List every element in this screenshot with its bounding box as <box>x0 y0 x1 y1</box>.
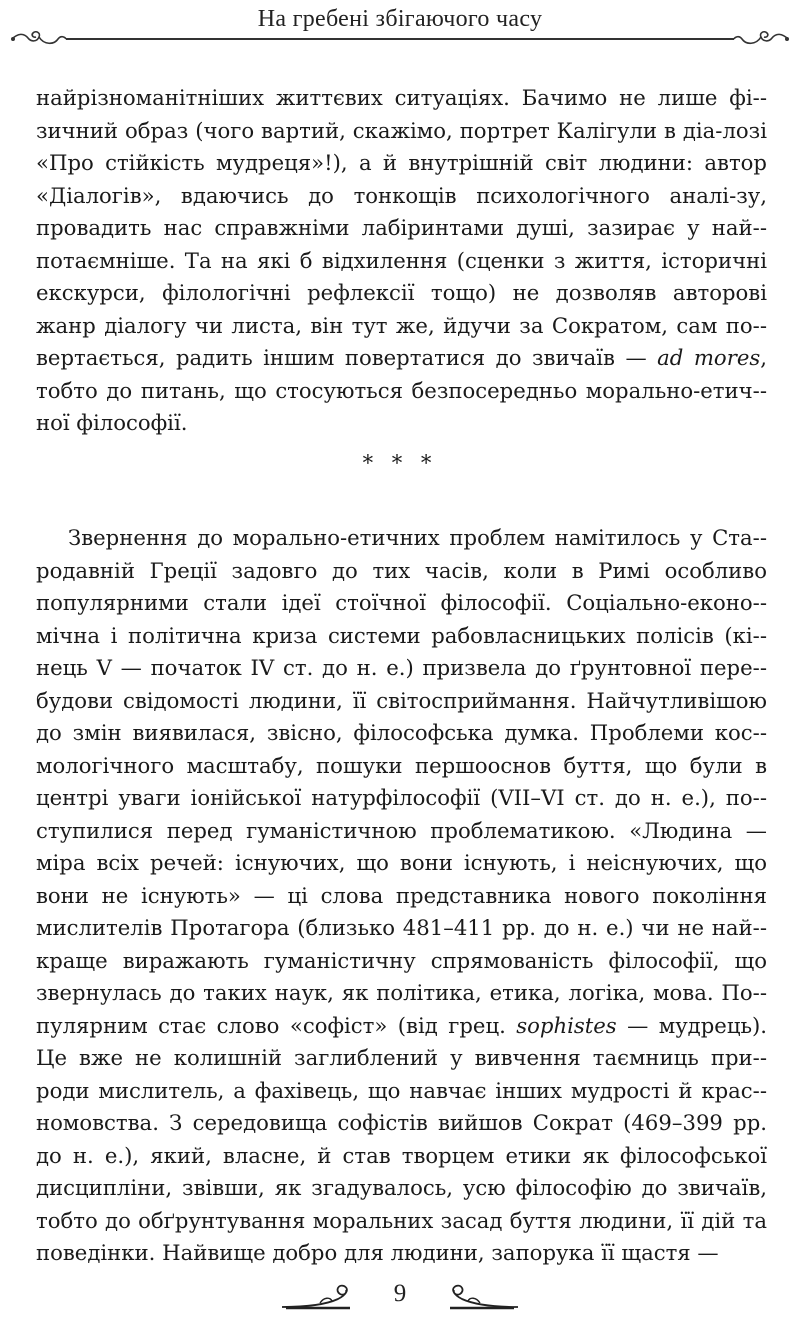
paragraph-2 <box>36 522 767 1270</box>
header-title: На гребені збігаючого часу <box>257 6 543 32</box>
running-header <box>0 0 800 56</box>
paragraph-1-text-a: найрізноманітніших життєвих ситуаціях. Бачимо не лише фі-зичний образ (чого вартий, скажімо, портрет Калігули в діа-лозі «Про стійкість мудреця»!), а й внутрішній світ людини: автор «Діалогів», вдаючись до тонкощів психологічного аналі-зу, провадить нас справжніми лабіринтами душі, зазирає у най-потаємніше. Та на які б відхилення (сценки з життя, історичні екскурси, філологічні рефлексії тощо) не дозволяв авторові жанр діалогу чи листа, він тут же, йдучи за Сократом, сам по-вертається, радить іншим повертатися до звичаїв — <box>36 85 767 370</box>
paragraph-2-text-a: Звернення до морально-етичних проблем намітилось у Ста-родавній Греції задовго до тих часів, коли в Римі особливо популярними стали ідеї стоїчної філософії. Соціально-еконо-мічна і політична криза системи рабовласницьких полісів (кі-нець V — початок IV ст. до н. е.) призвела до ґрунтовної пере-будови свідомості людини, її світосприймання. Найчутливішою до змін виявилася, звісно, філософська думка. Проблеми кос-мологічного масштабу, пошуки першооснов буття, що були в центрі уваги іонійської натурфілософії (VII–VI ст. до н. е.), по-ступилися перед гуманістичною проблематикою. «Людина — міра всіх речей: існуючих, що вони існують, і неіснуючих, що вони не існують» — ці слова представника нового покоління мислителів Протагора (близько 481–411 рр. до н. е.) чи не най-краще виражають гуманістичну спрямованість філософії, що звернулась до таких наук, як політика, етика, логіка, мова. По-пулярним стає слово «софіст» (від грец. <box>36 525 767 1038</box>
right-flourish-ornament <box>732 25 792 53</box>
paragraph-2-text-b: — мудрець). Це вже не колишній заглиблений у вивчення таємниць при-роди мислитель, а фахівець, що навчає інших мудрості й крас-номовства. З середовища софістів вийшов Сократ (469–399 рр. до н. е.), який, власне, й став творцем етики як філософської дисципліни, звівши, як згадувалось, усю філософію до звичаїв, тобто до обґрунтування моральних засад буття людини, її дій та поведінки. Найвище добро для людини, запорука її щастя — <box>36 1012 767 1265</box>
section-separator: * * * <box>362 451 438 475</box>
paragraph-1-text-b: , тобто до питань, що стосуються безпосередньо морально-етич-ної філософії. <box>36 345 767 435</box>
footer-right-ornament <box>430 1281 520 1313</box>
paragraph-1 <box>36 82 767 440</box>
left-flourish-ornament <box>8 25 68 53</box>
page-footer <box>0 1280 800 1320</box>
paragraph-2-greek-term: sophistes <box>516 1012 617 1038</box>
header-rule <box>66 38 734 40</box>
paragraph-1-latin-term: ad mores <box>657 345 761 370</box>
page-number: 9 <box>393 1280 407 1307</box>
